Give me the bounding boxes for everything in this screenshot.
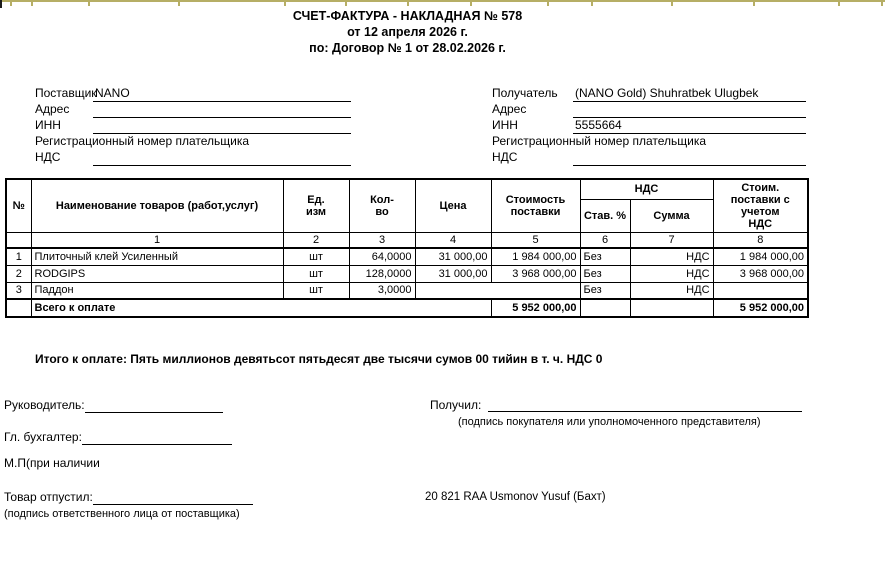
supplier-vat-label: НДС <box>35 150 61 164</box>
header-price: Цена <box>415 179 491 232</box>
ruler-tick <box>838 0 840 6</box>
invoice-items-table <box>5 178 809 318</box>
colnum-4: 4 <box>415 232 491 248</box>
receiver-name-field: (NANO Gold) Shuhratbek Ulugbek <box>573 86 806 102</box>
cell-price-cost <box>415 282 580 299</box>
supplier-address-label: Адрес <box>35 102 70 116</box>
invoice-contract-line: по: Договор № 1 от 28.02.2026 г. <box>309 41 506 55</box>
receiver-address-row <box>492 102 806 118</box>
cell-vat-sum: НДС <box>630 265 713 282</box>
cell-cost: 1 984 000,00 <box>491 248 580 265</box>
cell-num: 1 <box>6 248 31 265</box>
receiver-vat-field <box>573 150 806 166</box>
cell-num: 2 <box>6 265 31 282</box>
cell-qty: 64,0000 <box>349 248 415 265</box>
accountant-label: Гл. бухгалтер: <box>4 430 82 444</box>
cell-name: Плиточный клей Усиленный <box>31 248 283 265</box>
cell-num: 3 <box>6 282 31 299</box>
document-title <box>0 8 815 56</box>
supplier-address-field <box>93 102 351 118</box>
ruler-tick <box>881 0 883 6</box>
received-signature-row <box>430 398 802 413</box>
ruler-tick <box>591 0 593 6</box>
goods-signature-line <box>93 491 253 505</box>
cell-name: Паддон <box>31 282 283 299</box>
colnum-6: 6 <box>580 232 630 248</box>
supplier-address-row <box>35 102 351 118</box>
goods-released-row <box>4 490 253 505</box>
director-label: Руководитель: <box>4 398 85 412</box>
receiver-inn-field: 5555664 <box>573 118 806 134</box>
supplier-label: Поставщик <box>35 86 97 100</box>
ruler-tick <box>178 0 180 6</box>
ruler-tick <box>753 0 755 6</box>
invoice-date-line: от 12 апреля 2026 г. <box>347 25 468 39</box>
cell-unit: шт <box>283 282 349 299</box>
receiver-address-label: Адрес <box>492 102 527 116</box>
ruler-tick <box>88 0 90 6</box>
ruler-tick <box>671 0 673 6</box>
receiver-inn-row <box>492 118 806 134</box>
table-row <box>6 265 808 282</box>
supplier-vat-field <box>93 150 351 166</box>
ruler-tick <box>547 0 549 6</box>
goods-caption: (подпись ответственного лица от поставщика) <box>4 508 240 520</box>
header-cost: Стоимость поставки <box>491 179 580 232</box>
cell-price: 31 000,00 <box>415 248 491 265</box>
responsible-person: 20 821 RAA Usmonov Yusuf (Бахт) <box>425 491 606 503</box>
supplier-section <box>35 86 351 166</box>
colnum-7: 7 <box>630 232 713 248</box>
cell-vat-rate: Без <box>580 248 630 265</box>
cell-qty: 3,0000 <box>349 282 415 299</box>
supplier-vat-row <box>35 150 351 166</box>
cell-vat-sum: НДС <box>630 248 713 265</box>
receiver-section <box>492 86 806 166</box>
receiver-vat-row <box>492 150 806 166</box>
cell-total: 1 984 000,00 <box>713 248 808 265</box>
received-caption: (подпись покупателя или уполномоченного представителя) <box>458 416 761 428</box>
colnum-3: 3 <box>349 232 415 248</box>
cell-unit: шт <box>283 248 349 265</box>
supplier-inn-row <box>35 118 351 134</box>
page-corner-tick <box>0 0 2 8</box>
table-row <box>6 282 808 299</box>
director-signature-row <box>4 398 223 413</box>
header-vat-group: НДС <box>580 179 713 199</box>
total-cost: 5 952 000,00 <box>491 299 580 317</box>
receiver-address-field <box>573 102 806 118</box>
colnum-8: 8 <box>713 232 808 248</box>
amount-in-words: Итого к оплате: Пять миллионов девятьсот пятьдесят две тысячи сумов 00 тийин в т. ч. НДС 0 <box>35 352 603 366</box>
header-vat-sum: Сумма <box>630 199 713 232</box>
cell-total: 3 968 000,00 <box>713 265 808 282</box>
cell-total <box>713 282 808 299</box>
table-row <box>6 248 808 265</box>
invoice-title-line: СЧЕТ-ФАКТУРА - НАКЛАДНАЯ № 578 <box>292 9 523 23</box>
colnum-empty <box>6 232 31 248</box>
cell-unit: шт <box>283 265 349 282</box>
cell-cost: 3 968 000,00 <box>491 265 580 282</box>
cell-price: 31 000,00 <box>415 265 491 282</box>
cell-vat-rate: Без <box>580 265 630 282</box>
receiver-vat-label: НДС <box>492 150 518 164</box>
total-vat-rate-empty <box>580 299 630 317</box>
cell-qty: 128,0000 <box>349 265 415 282</box>
header-qty: Кол-во <box>349 179 415 232</box>
ruler-tick <box>10 0 12 6</box>
accountant-signature-line <box>82 431 232 445</box>
received-signature-line <box>488 398 802 412</box>
page-boundary-ruler <box>0 0 885 2</box>
receiver-row <box>492 86 806 102</box>
director-signature-line <box>85 399 223 413</box>
colnum-2: 2 <box>283 232 349 248</box>
colnum-1: 1 <box>31 232 283 248</box>
accountant-signature-row <box>4 430 232 445</box>
ruler-tick <box>470 0 472 6</box>
header-vat-rate: Став. % <box>580 199 630 232</box>
supplier-inn-label: ИНН <box>35 118 61 132</box>
total-label: Всего к оплате <box>31 299 491 317</box>
ruler-tick <box>345 0 347 6</box>
receiver-reg-label: Регистрационный номер плательщика <box>492 134 707 148</box>
header-name: Наименование товаров (работ,услуг) <box>31 179 283 232</box>
goods-released-label: Товар отпустил: <box>4 490 93 504</box>
cell-vat-rate: Без <box>580 282 630 299</box>
total-amount: 5 952 000,00 <box>713 299 808 317</box>
supplier-row <box>35 86 351 102</box>
ruler-tick <box>284 0 286 6</box>
total-row <box>6 299 808 317</box>
stamp-label: М.П(при наличии <box>4 456 100 470</box>
colnum-5: 5 <box>491 232 580 248</box>
supplier-reg-label: Регистрационный номер плательщика <box>35 134 250 148</box>
header-unit: Ед. изм <box>283 179 349 232</box>
received-label: Получил: <box>430 398 482 412</box>
ruler-tick <box>31 0 33 6</box>
supplier-name-field: NANO <box>93 86 351 102</box>
total-num-empty <box>6 299 31 317</box>
receiver-inn-label: ИНН <box>492 118 518 132</box>
header-total: Стоим. поставки с учетом НДС <box>713 179 808 232</box>
cell-vat-sum: НДС <box>630 282 713 299</box>
ruler-tick <box>407 0 409 6</box>
supplier-inn-field <box>93 118 351 134</box>
column-numbers-row <box>6 232 808 248</box>
total-vat-sum-empty <box>630 299 713 317</box>
cell-name: RODGIPS <box>31 265 283 282</box>
header-num: № <box>6 179 31 232</box>
receiver-label: Получатель <box>492 86 558 100</box>
